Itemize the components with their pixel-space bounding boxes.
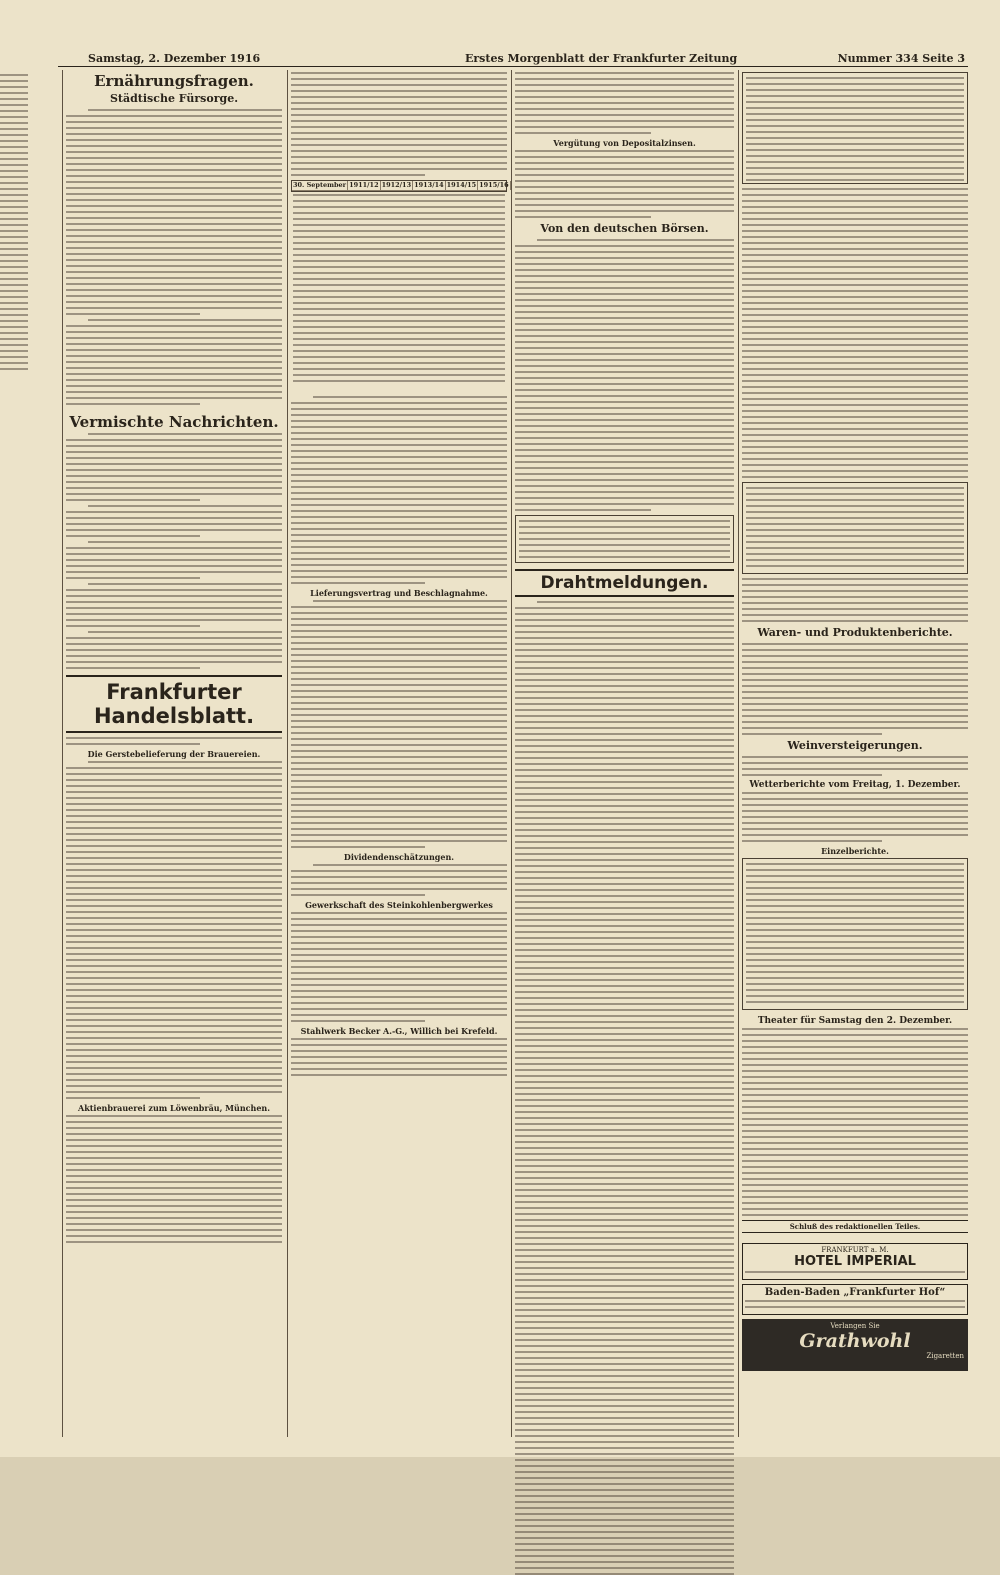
- subheading-einzel: Einzelberichte.: [821, 846, 889, 856]
- article-text: [742, 1028, 968, 1216]
- article-text: [291, 864, 507, 896]
- table-header-label: 30. September: [293, 181, 347, 189]
- article-heading-depositalzinsen: Vergütung von Depositalzinsen.: [553, 138, 696, 148]
- header-rule: [58, 66, 968, 67]
- article-text: [66, 109, 282, 405]
- article-heading-lieferung: Lieferungsvertrag und Beschlagnahme.: [310, 588, 488, 598]
- table-year: 1914/15: [446, 181, 477, 189]
- column-2: [291, 72, 507, 1433]
- section-heading-theater: Theater für Samstag den 2. Dezember.: [757, 1016, 953, 1026]
- section-heading-wetter: Wetterberichte vom Freitag, 1. Dezember.: [749, 780, 961, 790]
- table-body: [293, 194, 505, 386]
- article-text: [291, 912, 507, 1022]
- ad-cig-name: Grathwohl: [799, 1330, 911, 1352]
- section-heading-boersen: Von den deutschen Börsen.: [540, 222, 709, 235]
- header-page-number: Nummer 334 Seite 3: [837, 52, 965, 65]
- table-year: 1913/14: [414, 181, 444, 189]
- section-heading-vermischte: Vermischte Nachrichten.: [69, 413, 279, 431]
- cotton-table: [742, 482, 968, 574]
- article-heading-loewenbraeu: Aktienbrauerei zum Löwenbräu, München.: [77, 1103, 271, 1113]
- article-text: [742, 643, 968, 735]
- section-heading-waren: Waren- und Produktenberichte.: [757, 626, 953, 639]
- exchange-table: [515, 515, 734, 563]
- column-divider: [287, 70, 288, 1437]
- column-divider: [62, 70, 63, 1437]
- article-heading-stahlwerk: Stahlwerk Becker A.-G., Willich bei Krefeld.: [300, 1026, 498, 1036]
- article-text: [291, 72, 507, 176]
- handelsblatt-title: Frankfurter Handelsblatt.: [93, 680, 255, 728]
- left-edge-column: [0, 72, 28, 1433]
- end-of-editorial: Schluß des redaktionellen Teiles.: [742, 1220, 968, 1233]
- article-heading-gerste: Die Gerstebelieferung der Brauereien.: [87, 749, 261, 759]
- article-text: [515, 72, 734, 134]
- section-heading-ernaehrung: Ernährungsfragen.: [94, 72, 254, 90]
- column-divider: [511, 70, 512, 1437]
- article-text: [742, 578, 968, 622]
- table-year: 1911/12: [349, 181, 379, 189]
- header-date: Samstag, 2. Dezember 1916: [88, 52, 261, 65]
- drahtmeldungen-masthead: [515, 569, 734, 597]
- weather-table: [742, 858, 968, 1010]
- ad-baden: [742, 1284, 968, 1315]
- table-year: 1915/16: [479, 181, 509, 189]
- article-text: [66, 433, 282, 669]
- column-divider: [738, 70, 739, 1437]
- article-text: [742, 756, 968, 776]
- column-1: [66, 72, 282, 1433]
- ad-baden-title: Baden-Baden „Frankfurter Hof“: [764, 1287, 946, 1298]
- article-text: [291, 396, 507, 584]
- section-heading-wein: Weinversteigerungen.: [787, 739, 923, 752]
- article-text: [515, 601, 734, 1575]
- ad-cig-suffix: Zigaretten: [926, 1352, 964, 1360]
- table-year: 1912/13: [381, 181, 412, 189]
- article-text: [66, 737, 282, 745]
- market-table: [742, 72, 968, 184]
- article-text: [742, 188, 968, 478]
- article-heading-dividenden: Dividendenschätzungen.: [343, 852, 455, 862]
- subheading-fuersorge: Städtische Fürsorge.: [109, 92, 239, 105]
- article-text: [66, 1115, 282, 1243]
- article-text: [742, 792, 968, 842]
- ad-cig-prefix: Verlangen Sie: [830, 1322, 880, 1330]
- ad-hotel-name: HOTEL IMPERIAL: [794, 1254, 916, 1269]
- balance-table: [291, 180, 507, 392]
- article-text: [291, 1038, 507, 1076]
- ad-hotel-city: FRANKFURT a. M.: [821, 1246, 889, 1254]
- drahtmeldungen-title: Drahtmeldungen.: [540, 573, 709, 593]
- handelsblatt-masthead: [66, 675, 282, 733]
- article-text: [291, 600, 507, 848]
- article-heading-steinkohle: Gewerkschaft des Steinkohlenbergwerkes: [305, 900, 493, 910]
- column-3: [515, 72, 734, 1433]
- ad-grathwohl: [742, 1319, 968, 1371]
- header-paper-name: Erstes Morgenblatt der Frankfurter Zeitung: [465, 52, 738, 65]
- article-text: [66, 761, 282, 1099]
- ad-hotel-imperial: [742, 1243, 968, 1280]
- column-4: [742, 72, 968, 1433]
- article-text: [515, 239, 734, 511]
- article-text: [515, 150, 734, 218]
